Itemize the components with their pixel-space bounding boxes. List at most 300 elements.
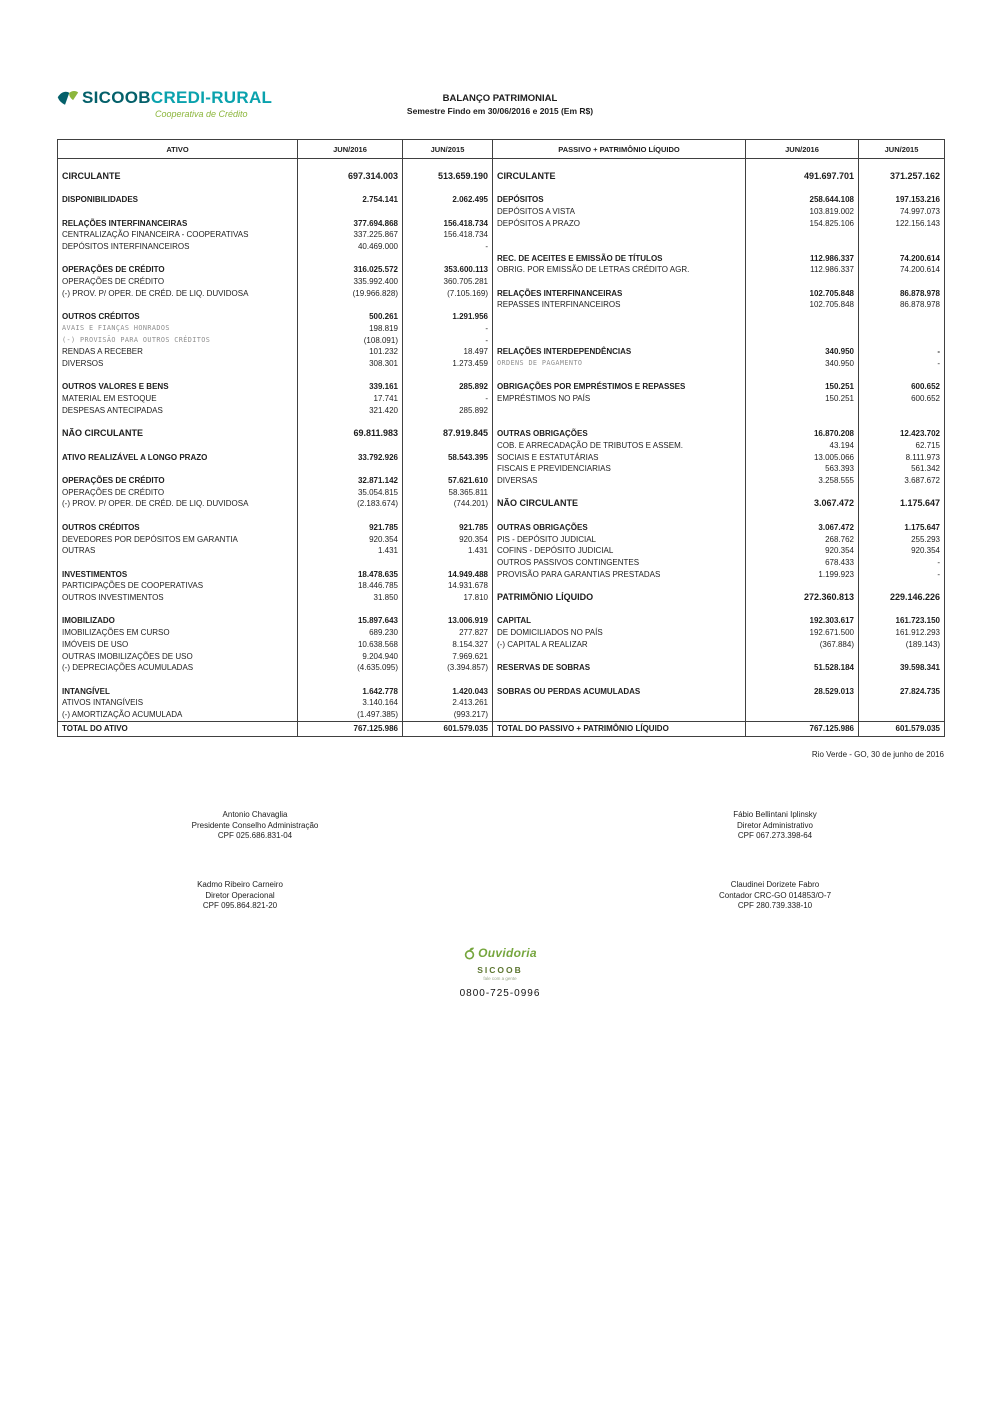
passivo-jun2016-value: 258.644.108 — [746, 194, 859, 206]
ativo-jun2016-value: 2.754.141 — [298, 194, 403, 206]
balance-row — [58, 311, 945, 323]
passivo-label-cell: PIS - DEPÓSITO JUDICIAL — [493, 534, 746, 546]
passivo-jun2016-value: 103.819.002 — [746, 206, 859, 218]
ativo-jun2015-value — [403, 510, 493, 522]
ativo-jun2015-value — [403, 370, 493, 382]
passivo-jun2015-value: 12.423.702 — [859, 428, 945, 440]
passivo-jun2016-value: 112.986.337 — [746, 264, 859, 276]
passivo-jun2015-value: 561.342 — [859, 463, 945, 475]
ativo-jun2016-value — [298, 370, 403, 382]
passivo-jun2016-value: 102.705.848 — [746, 288, 859, 300]
col-header-ativo: ATIVO — [58, 140, 298, 159]
total-ativo-label: TOTAL DO ATIVO — [58, 721, 298, 736]
signature-role: Diretor Administrativo — [736, 820, 814, 830]
ativo-jun2016-value — [298, 299, 403, 311]
passivo-label-cell: COB. E ARRECADAÇÃO DE TRIBUTOS E ASSEM. — [493, 440, 746, 452]
ativo-jun2015-value — [403, 299, 493, 311]
ativo-label-cell — [58, 253, 298, 265]
passivo-jun2015-value — [859, 229, 945, 241]
balance-row — [58, 182, 945, 194]
ativo-jun2016-value: 40.469.000 — [298, 241, 403, 253]
balance-row — [58, 463, 945, 475]
ativo-jun2015-value: 58.543.395 — [403, 452, 493, 464]
passivo-label-cell: DE DOMICILIADOS NO PAÍS — [493, 627, 746, 639]
ativo-jun2015-value: 921.785 — [403, 522, 493, 534]
document-title: BALANÇO PATRIMONIAL — [442, 93, 558, 104]
passivo-jun2016-value — [746, 311, 859, 323]
passivo-label-cell — [493, 370, 746, 382]
passivo-jun2016-value — [746, 370, 859, 382]
passivo-jun2016-value: 3.067.472 — [746, 522, 859, 534]
signature-cpf: CPF 025.686.831-04 — [217, 831, 293, 840]
passivo-jun2016-value: (367.884) — [746, 639, 859, 651]
passivo-jun2015-value: 1.175.647 — [859, 498, 945, 510]
passivo-jun2016-value: 112.986.337 — [746, 253, 859, 265]
ativo-jun2015-value: 277.827 — [403, 627, 493, 639]
ativo-jun2015-value: - — [403, 241, 493, 253]
ativo-label-cell: (-) AMORTIZAÇÃO ACUMULADA — [58, 709, 298, 721]
passivo-jun2015-value — [859, 651, 945, 663]
ativo-label-cell: OUTRAS IMOBILIZAÇÕES DE USO — [58, 651, 298, 663]
ativo-jun2016-value: 35.054.815 — [298, 487, 403, 499]
ativo-label-cell: PARTICIPAÇÕES DE COOPERATIVAS — [58, 580, 298, 592]
passivo-jun2016-value: 491.697.701 — [746, 171, 859, 183]
ouvidoria-title: Ouvidoria — [478, 946, 537, 960]
passivo-jun2015-value: 74.997.073 — [859, 206, 945, 218]
passivo-jun2015-value — [859, 487, 945, 499]
ativo-jun2015-value: - — [403, 393, 493, 405]
ativo-jun2016-value — [298, 253, 403, 265]
passivo-jun2015-value: - — [859, 569, 945, 581]
balance-row — [58, 276, 945, 288]
balance-row — [58, 545, 945, 557]
balance-row — [58, 370, 945, 382]
signature-cpf: CPF 095.864.821-20 — [202, 901, 278, 910]
ativo-jun2016-value — [298, 674, 403, 686]
passivo-jun2015-value — [859, 697, 945, 709]
ativo-jun2016-value: 1.642.778 — [298, 686, 403, 698]
balance-row — [58, 522, 945, 534]
balance-row — [58, 428, 945, 440]
ativo-jun2016-value: 198.819 — [298, 323, 403, 335]
passivo-jun2015-value: 74.200.614 — [859, 264, 945, 276]
signature-cpf: CPF 067.273.398-64 — [737, 831, 813, 840]
balance-row — [58, 592, 945, 604]
passivo-jun2016-value: 150.251 — [746, 393, 859, 405]
passivo-label-cell: SOBRAS OU PERDAS ACUMULADAS — [493, 686, 746, 698]
total-ativo-2015: 601.579.035 — [403, 721, 493, 736]
col-header-jun2015-passivo: JUN/2015 — [859, 140, 945, 159]
total-passivo-label: TOTAL DO PASSIVO + PATRIMÔNIO LÍQUIDO — [493, 721, 746, 736]
passivo-label-cell — [493, 580, 746, 592]
ativo-jun2016-value: 10.638.568 — [298, 639, 403, 651]
passivo-label-cell — [493, 311, 746, 323]
signature-role: Presidente Conselho Administração — [191, 820, 319, 830]
balance-row — [58, 580, 945, 592]
ativo-label-cell — [58, 510, 298, 522]
ativo-jun2016-value — [298, 206, 403, 218]
ativo-label-cell: NÃO CIRCULANTE — [58, 428, 298, 440]
ativo-label-cell: IMOBILIZAÇÕES EM CURSO — [58, 627, 298, 639]
ativo-jun2016-value: 32.871.142 — [298, 475, 403, 487]
passivo-jun2016-value — [746, 229, 859, 241]
ativo-label-cell: RENDAS A RECEBER — [58, 346, 298, 358]
balance-row — [58, 288, 945, 300]
col-header-passivo: PASSIVO + PATRIMÔNIO LÍQUIDO — [493, 140, 746, 159]
ativo-jun2015-value: 7.969.621 — [403, 651, 493, 663]
ativo-jun2016-value: (19.966.828) — [298, 288, 403, 300]
passivo-jun2015-value: 161.912.293 — [859, 627, 945, 639]
passivo-jun2015-value: 1.175.647 — [859, 522, 945, 534]
ativo-jun2016-value: 101.232 — [298, 346, 403, 358]
ativo-label-cell — [58, 182, 298, 194]
passivo-jun2015-value — [859, 580, 945, 592]
ativo-label-cell — [58, 440, 298, 452]
ativo-jun2016-value: 321.420 — [298, 405, 403, 417]
passivo-jun2016-value: 192.303.617 — [746, 615, 859, 627]
ativo-jun2015-value: 1.273.459 — [403, 358, 493, 370]
passivo-jun2015-value: 371.257.162 — [859, 171, 945, 183]
passivo-label-cell: CIRCULANTE — [493, 171, 746, 183]
ativo-jun2015-value: (744.201) — [403, 498, 493, 510]
ativo-jun2016-value: 697.314.003 — [298, 171, 403, 183]
passivo-jun2016-value — [746, 241, 859, 253]
ativo-jun2016-value: (4.635.095) — [298, 662, 403, 674]
ativo-label-cell: AVAIS E FIANÇAS HONRADOS — [58, 323, 298, 335]
passivo-jun2015-value: 229.146.226 — [859, 592, 945, 604]
brand-name-credi-rural: CREDI-RURAL — [150, 88, 273, 107]
ativo-jun2016-value: 69.811.983 — [298, 428, 403, 440]
passivo-label-cell — [493, 697, 746, 709]
col-header-jun2015-ativo: JUN/2015 — [403, 140, 493, 159]
balance-row — [58, 194, 945, 206]
passivo-jun2015-value: 62.715 — [859, 440, 945, 452]
passivo-jun2016-value: 192.671.500 — [746, 627, 859, 639]
ativo-jun2015-value: 18.497 — [403, 346, 493, 358]
document-heading — [0, 93, 1000, 116]
ativo-jun2015-value: 2.062.495 — [403, 194, 493, 206]
passivo-jun2016-value — [746, 323, 859, 335]
passivo-jun2015-value — [859, 276, 945, 288]
ativo-label-cell: DISPONIBILIDADES — [58, 194, 298, 206]
passivo-jun2016-value — [746, 182, 859, 194]
passivo-jun2015-value — [859, 370, 945, 382]
signature-block-operational-director — [135, 880, 345, 912]
balance-row — [58, 159, 945, 171]
passivo-jun2015-value — [859, 335, 945, 347]
passivo-label-cell: (-) CAPITAL A REALIZAR — [493, 639, 746, 651]
ativo-jun2016-value — [298, 159, 403, 171]
ativo-label-cell: OUTROS CRÉDITOS — [58, 522, 298, 534]
ativo-label-cell: OUTROS CRÉDITOS — [58, 311, 298, 323]
passivo-jun2016-value: 678.433 — [746, 557, 859, 569]
ativo-jun2016-value: 1.431 — [298, 545, 403, 557]
signature-block-president — [150, 810, 360, 842]
passivo-label-cell: SOCIAIS E ESTATUTÁRIAS — [493, 452, 746, 464]
ativo-label-cell: ATIVOS INTANGÍVEIS — [58, 697, 298, 709]
passivo-jun2015-value: 74.200.614 — [859, 253, 945, 265]
ativo-label-cell: INVESTIMENTOS — [58, 569, 298, 581]
passivo-jun2016-value: 150.251 — [746, 381, 859, 393]
ativo-jun2016-value — [298, 416, 403, 428]
ouvidoria-logo — [0, 946, 1000, 999]
balance-row — [58, 229, 945, 241]
passivo-label-cell — [493, 405, 746, 417]
total-passivo-2016: 767.125.986 — [746, 721, 859, 736]
ativo-label-cell: OUTROS INVESTIMENTOS — [58, 592, 298, 604]
balance-table-body — [58, 159, 945, 722]
ativo-jun2015-value: (3.394.857) — [403, 662, 493, 674]
passivo-label-cell: REPASSES INTERFINANCEIROS — [493, 299, 746, 311]
ativo-jun2015-value: 1.420.043 — [403, 686, 493, 698]
ativo-jun2015-value: 13.006.919 — [403, 615, 493, 627]
passivo-label-cell — [493, 510, 746, 522]
ouvidoria-phone: 0800-725-0996 — [459, 987, 541, 999]
passivo-label-cell: RESERVAS DE SOBRAS — [493, 662, 746, 674]
ativo-jun2016-value — [298, 510, 403, 522]
passivo-label-cell: FISCAIS E PREVIDENCIARIAS — [493, 463, 746, 475]
passivo-label-cell — [493, 674, 746, 686]
passivo-label-cell: DEPÓSITOS — [493, 194, 746, 206]
passivo-label-cell — [493, 229, 746, 241]
balance-row — [58, 627, 945, 639]
ativo-jun2015-value: 14.949.488 — [403, 569, 493, 581]
passivo-label-cell: DEPÓSITOS A VISTA — [493, 206, 746, 218]
passivo-label-cell: REC. DE ACEITES E EMISSÃO DE TÍTULOS — [493, 253, 746, 265]
balance-row — [58, 440, 945, 452]
signature-name: Claudinei Dorizete Fabro — [730, 880, 820, 889]
ativo-label-cell: OUTROS VALORES E BENS — [58, 381, 298, 393]
col-header-jun2016-ativo: JUN/2016 — [298, 140, 403, 159]
brand-tagline: Cooperativa de Crédito — [155, 109, 248, 119]
ativo-label-cell: (-) PROVISÃO PARA OUTROS CRÉDITOS — [58, 335, 298, 347]
passivo-jun2016-value — [746, 335, 859, 347]
passivo-label-cell — [493, 335, 746, 347]
passivo-label-cell — [493, 159, 746, 171]
ativo-label-cell: DESPESAS ANTECIPADAS — [58, 405, 298, 417]
passivo-label-cell: OUTROS PASSIVOS CONTINGENTES — [493, 557, 746, 569]
ativo-jun2016-value: (108.091) — [298, 335, 403, 347]
balance-row — [58, 557, 945, 569]
passivo-label-cell: OUTRAS OBRIGAÇÕES — [493, 522, 746, 534]
passivo-jun2015-value — [859, 405, 945, 417]
passivo-jun2016-value — [746, 674, 859, 686]
ativo-jun2016-value: 18.446.785 — [298, 580, 403, 592]
passivo-jun2016-value — [746, 416, 859, 428]
passivo-jun2016-value: 340.950 — [746, 358, 859, 370]
balance-row — [58, 686, 945, 698]
ativo-label-cell — [58, 557, 298, 569]
ativo-jun2015-value: 8.154.327 — [403, 639, 493, 651]
passivo-label-cell — [493, 416, 746, 428]
ativo-jun2015-value: 1.291.956 — [403, 311, 493, 323]
ativo-jun2016-value: 17.741 — [298, 393, 403, 405]
ativo-jun2016-value: 31.850 — [298, 592, 403, 604]
passivo-label-cell — [493, 604, 746, 616]
balance-row — [58, 604, 945, 616]
passivo-jun2015-value — [859, 323, 945, 335]
passivo-jun2016-value: 154.825.106 — [746, 218, 859, 230]
passivo-jun2016-value: 102.705.848 — [746, 299, 859, 311]
ativo-jun2016-value — [298, 182, 403, 194]
ativo-jun2015-value — [403, 440, 493, 452]
balance-row — [58, 405, 945, 417]
balance-row — [58, 206, 945, 218]
passivo-jun2016-value: 13.005.066 — [746, 452, 859, 464]
ativo-jun2015-value: - — [403, 323, 493, 335]
passivo-label-cell: OUTRAS OBRIGAÇÕES — [493, 428, 746, 440]
passivo-label-cell — [493, 276, 746, 288]
ativo-label-cell — [58, 463, 298, 475]
ativo-label-cell: DEVEDORES POR DEPÓSITOS EM GARANTIA — [58, 534, 298, 546]
passivo-jun2015-value: 39.598.341 — [859, 662, 945, 674]
ouvidoria-brand: SICOOB — [477, 964, 523, 975]
ativo-label-cell: DIVERSOS — [58, 358, 298, 370]
ativo-label-cell — [58, 674, 298, 686]
passivo-jun2016-value: 3.258.555 — [746, 475, 859, 487]
passivo-jun2015-value — [859, 311, 945, 323]
ativo-jun2016-value: 335.992.400 — [298, 276, 403, 288]
balance-row — [58, 346, 945, 358]
passivo-label-cell: OBRIG. POR EMISSÃO DE LETRAS CRÉDITO AGR. — [493, 264, 746, 276]
passivo-label-cell — [493, 709, 746, 721]
passivo-label-cell: PROVISÃO PARA GARANTIAS PRESTADAS — [493, 569, 746, 581]
balance-row — [58, 358, 945, 370]
balance-sheet-table — [57, 139, 945, 737]
passivo-jun2016-value — [746, 697, 859, 709]
ativo-label-cell: CIRCULANTE — [58, 171, 298, 183]
ativo-label-cell — [58, 159, 298, 171]
signature-role: Diretor Operacional — [205, 890, 275, 900]
ativo-jun2016-value: 308.301 — [298, 358, 403, 370]
passivo-label-cell: COFINS - DEPÓSITO JUDICIAL — [493, 545, 746, 557]
brand-name-sicoob: SICOOB — [82, 88, 151, 107]
ativo-jun2016-value: 18.478.635 — [298, 569, 403, 581]
ativo-jun2015-value — [403, 159, 493, 171]
ativo-jun2015-value — [403, 253, 493, 265]
ativo-jun2015-value: 285.892 — [403, 381, 493, 393]
passivo-label-cell: EMPRÉSTIMOS NO PAÍS — [493, 393, 746, 405]
balance-row — [58, 709, 945, 721]
balance-row — [58, 662, 945, 674]
ativo-label-cell — [58, 604, 298, 616]
passivo-jun2016-value — [746, 276, 859, 288]
passivo-label-cell — [493, 651, 746, 663]
ativo-jun2016-value: (2.183.674) — [298, 498, 403, 510]
passivo-jun2015-value: 27.824.735 — [859, 686, 945, 698]
ativo-jun2015-value — [403, 463, 493, 475]
passivo-jun2016-value — [746, 580, 859, 592]
ativo-label-cell: OPERAÇÕES DE CRÉDITO — [58, 264, 298, 276]
balance-row — [58, 393, 945, 405]
passivo-jun2015-value — [859, 709, 945, 721]
passivo-jun2015-value: - — [859, 358, 945, 370]
passivo-jun2016-value — [746, 159, 859, 171]
ativo-jun2015-value: (993.217) — [403, 709, 493, 721]
balance-row — [58, 569, 945, 581]
passivo-jun2016-value — [746, 487, 859, 499]
ativo-jun2015-value: 58.365.811 — [403, 487, 493, 499]
balance-row — [58, 381, 945, 393]
passivo-jun2015-value: 161.723.150 — [859, 615, 945, 627]
ativo-jun2015-value: 156.418.734 — [403, 218, 493, 230]
ativo-label-cell — [58, 370, 298, 382]
passivo-jun2015-value: - — [859, 346, 945, 358]
ativo-label-cell: IMOBILIZADO — [58, 615, 298, 627]
passivo-jun2015-value — [859, 416, 945, 428]
passivo-label-cell: DEPÓSITOS A PRAZO — [493, 218, 746, 230]
passivo-label-cell: DIVERSAS — [493, 475, 746, 487]
ativo-label-cell: INTANGÍVEL — [58, 686, 298, 698]
document-subtitle: Semestre Findo em 30/06/2016 e 2015 (Em R$) — [406, 106, 594, 116]
balance-row — [58, 487, 945, 499]
passivo-jun2016-value: 268.762 — [746, 534, 859, 546]
ativo-jun2015-value: 513.659.190 — [403, 171, 493, 183]
ativo-jun2016-value: 920.354 — [298, 534, 403, 546]
passivo-jun2015-value: 600.652 — [859, 381, 945, 393]
ativo-jun2016-value — [298, 463, 403, 475]
passivo-jun2015-value: 600.652 — [859, 393, 945, 405]
passivo-jun2016-value: 272.360.813 — [746, 592, 859, 604]
ativo-jun2015-value: 17.810 — [403, 592, 493, 604]
passivo-jun2015-value: (189.143) — [859, 639, 945, 651]
ativo-jun2015-value: - — [403, 335, 493, 347]
total-ativo-2016: 767.125.986 — [298, 721, 403, 736]
ativo-jun2016-value: 33.792.926 — [298, 452, 403, 464]
passivo-jun2016-value: 920.354 — [746, 545, 859, 557]
ouvidoria-leaf-icon — [463, 947, 476, 960]
ativo-jun2015-value: (7.105.169) — [403, 288, 493, 300]
passivo-jun2016-value: 563.393 — [746, 463, 859, 475]
ativo-jun2016-value: 9.204.940 — [298, 651, 403, 663]
signature-block-accountant — [660, 880, 890, 912]
ativo-jun2015-value: 360.705.281 — [403, 276, 493, 288]
balance-row — [58, 697, 945, 709]
passivo-label-cell — [493, 241, 746, 253]
passivo-jun2015-value: 920.354 — [859, 545, 945, 557]
balance-row — [58, 498, 945, 510]
ativo-jun2015-value — [403, 206, 493, 218]
ativo-jun2015-value — [403, 416, 493, 428]
ativo-jun2016-value: 339.161 — [298, 381, 403, 393]
ativo-label-cell — [58, 416, 298, 428]
passivo-jun2015-value: 86.878.978 — [859, 299, 945, 311]
passivo-jun2015-value — [859, 510, 945, 522]
ativo-jun2015-value — [403, 674, 493, 686]
ativo-jun2015-value: 920.354 — [403, 534, 493, 546]
signature-name: Kadmo Ribeiro Carneiro — [197, 880, 283, 889]
ativo-jun2016-value: 921.785 — [298, 522, 403, 534]
balance-row — [58, 323, 945, 335]
ativo-label-cell: CENTRALIZAÇÃO FINANCEIRA - COOPERATIVAS — [58, 229, 298, 241]
ativo-jun2015-value: 87.919.845 — [403, 428, 493, 440]
ativo-jun2016-value — [298, 440, 403, 452]
balance-row — [58, 452, 945, 464]
balance-row — [58, 651, 945, 663]
passivo-jun2015-value: 122.156.143 — [859, 218, 945, 230]
balance-row — [58, 264, 945, 276]
ativo-jun2016-value: 3.140.164 — [298, 697, 403, 709]
passivo-label-cell — [493, 182, 746, 194]
ativo-jun2015-value — [403, 182, 493, 194]
place-date: Rio Verde - GO, 30 de junho de 2016 — [811, 750, 944, 759]
passivo-label-cell: PATRIMÔNIO LÍQUIDO — [493, 592, 746, 604]
balance-row — [58, 241, 945, 253]
passivo-jun2015-value — [859, 604, 945, 616]
passivo-jun2016-value: 340.950 — [746, 346, 859, 358]
passivo-label-cell: NÃO CIRCULANTE — [493, 498, 746, 510]
ativo-label-cell: MATERIAL EM ESTOQUE — [58, 393, 298, 405]
